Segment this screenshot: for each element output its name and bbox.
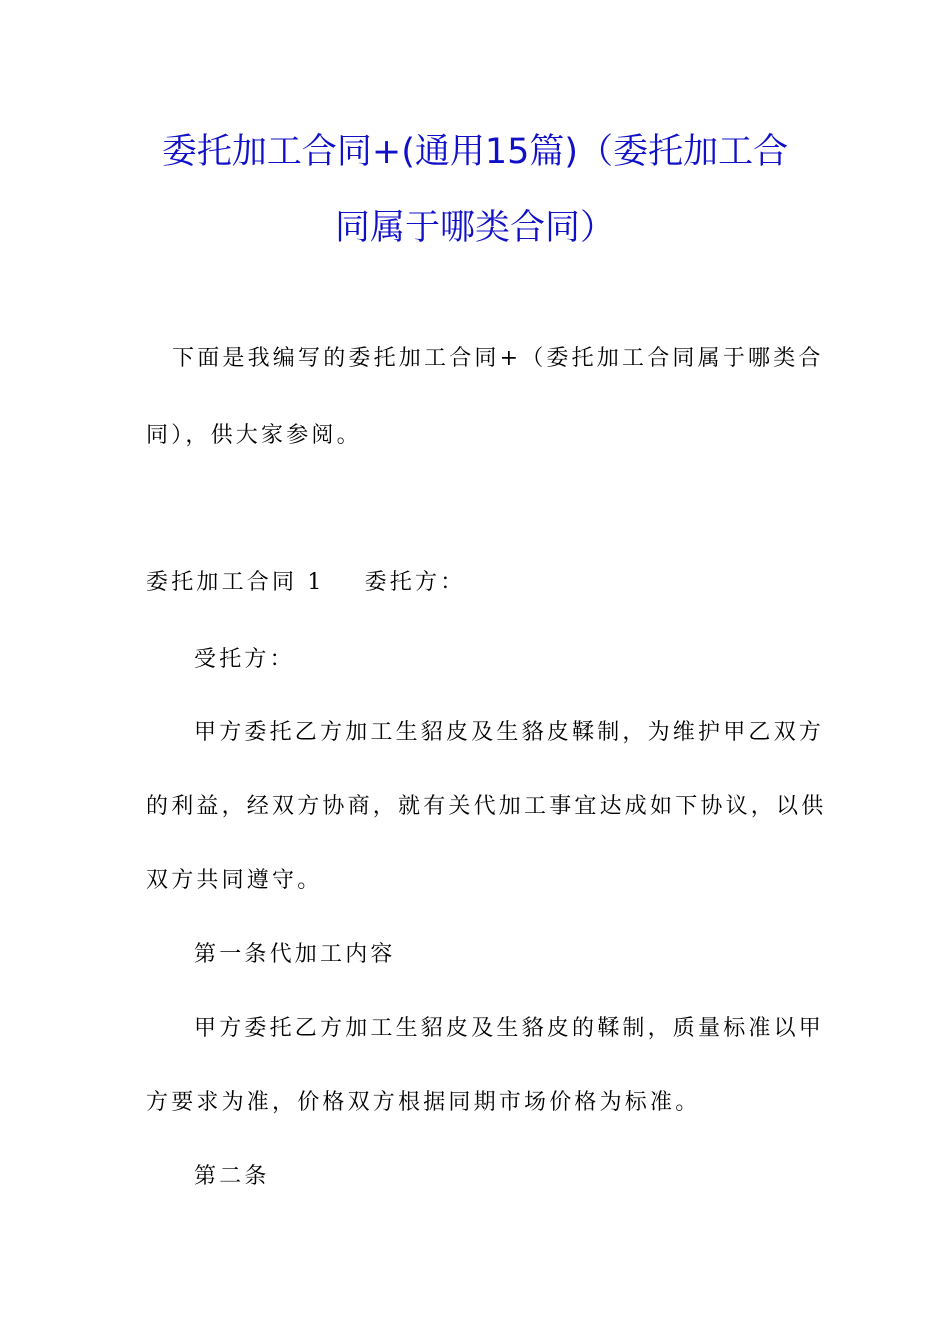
document-title-line-1: 委托加工合同+(通用15篇)（委托加工合	[161, 132, 789, 172]
article-1-body-line-1: 甲方委托乙方加工生貂皮及生貉皮的鞣制，质量标准以甲	[194, 1016, 825, 1041]
contractor-label: 受托方：	[194, 647, 295, 672]
article-1-body-line-2: 方要求为准，价格双方根据同期市场价格为标准。	[146, 1090, 701, 1115]
paragraph-1-line-3: 双方共同遵守。	[146, 868, 323, 893]
client-label: 委托方：	[364, 570, 466, 595]
document-title-line-2: 同属于哪类合同）	[334, 208, 615, 248]
paragraph-1-line-2: 的利益，经双方协商，就有关代加工事宜达成如下协议，以供	[146, 794, 827, 819]
article-2-title: 第二条	[194, 1164, 270, 1189]
contract-heading-row	[146, 568, 465, 598]
contract-heading: 委托加工合同 1	[146, 570, 325, 595]
intro-line-2: 同），供大家参阅。	[146, 423, 362, 448]
intro-line-1: 下面是我编写的委托加工合同+（委托加工合同属于哪类合	[172, 346, 824, 371]
paragraph-1-line-1: 甲方委托乙方加工生貂皮及生貉皮鞣制，为维护甲乙双方	[194, 720, 825, 745]
article-1-title: 第一条代加工内容	[194, 942, 396, 967]
